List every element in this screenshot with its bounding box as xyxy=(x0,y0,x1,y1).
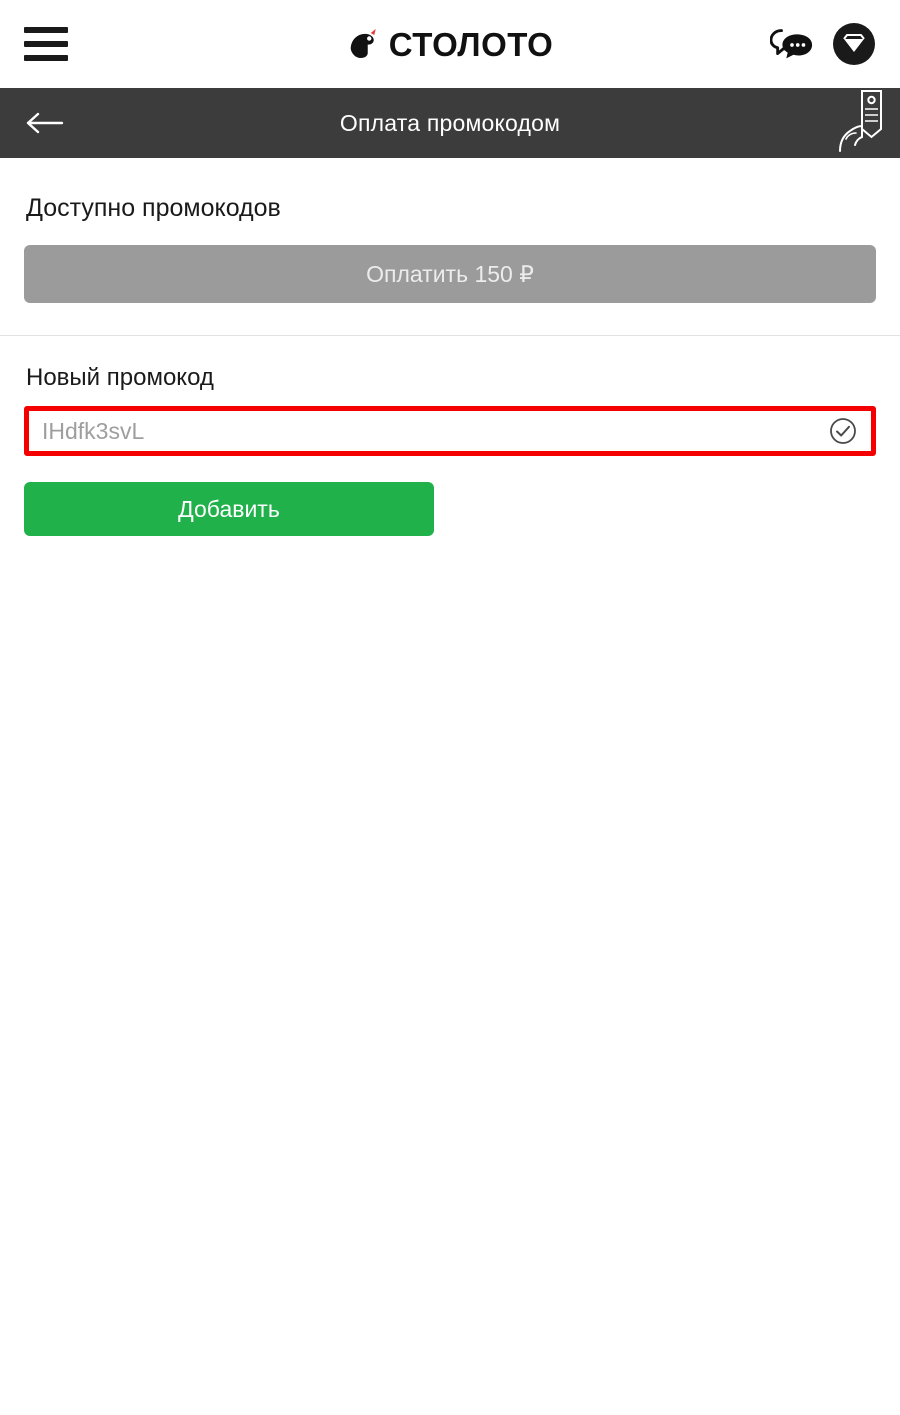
back-arrow-icon[interactable] xyxy=(26,110,64,136)
add-promocode-button[interactable]: Добавить xyxy=(24,482,434,536)
stoloto-logo-text: СТОЛОТО xyxy=(388,25,554,63)
stoloto-bird-icon xyxy=(347,27,381,61)
ticket-hand-icon[interactable] xyxy=(832,89,884,157)
section-divider xyxy=(0,335,900,336)
new-promocode-label: Новый промокод xyxy=(26,364,214,391)
hamburger-menu-icon[interactable] xyxy=(24,27,68,61)
available-promocodes-title: Доступно промокодов xyxy=(26,194,281,222)
diamond-wallet-icon[interactable] xyxy=(832,22,876,66)
check-circle-icon[interactable] xyxy=(829,417,857,445)
promocode-input[interactable] xyxy=(29,411,871,451)
promocode-input-wrapper[interactable] xyxy=(24,406,876,456)
stoloto-logo[interactable] xyxy=(347,27,554,61)
main-content xyxy=(0,194,900,536)
page-subheader xyxy=(0,88,900,158)
page-title: Оплата промокодом xyxy=(339,109,561,136)
pay-button[interactable]: Оплатить 150 ₽ xyxy=(24,245,876,303)
wallet-icon-circle xyxy=(833,23,875,65)
top-bar-actions xyxy=(770,22,876,66)
top-bar xyxy=(0,0,900,88)
chat-support-icon[interactable] xyxy=(770,22,814,66)
